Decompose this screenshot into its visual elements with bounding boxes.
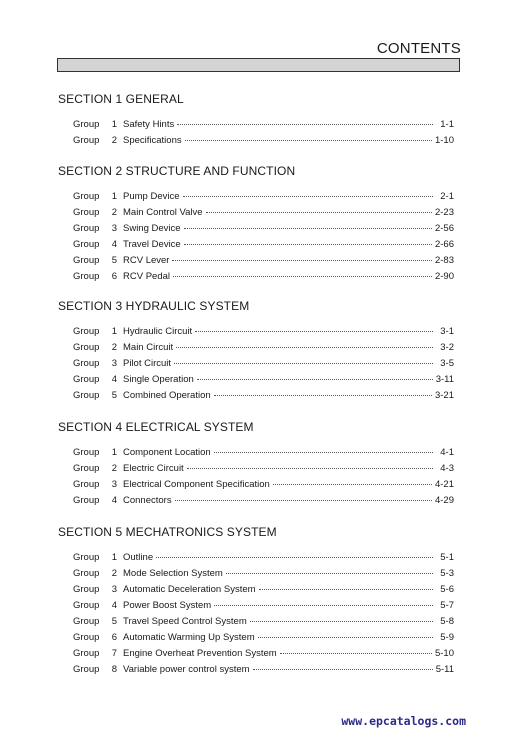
section-title: SECTION 2 STRUCTURE AND FUNCTION (58, 164, 296, 178)
group-label: Group (73, 239, 100, 250)
page-number: 2-23 (434, 207, 454, 218)
dot-leader (175, 500, 432, 501)
section-5 (58, 524, 454, 678)
entry-name: Engine Overheat Prevention System (123, 648, 277, 659)
toc-entry[interactable] (58, 189, 454, 205)
entry-name: Electrical Component Specification (123, 479, 270, 490)
group-label: Group (73, 648, 100, 659)
group-label: Group (73, 390, 100, 401)
entry-name: Swing Device (123, 223, 181, 234)
entry-name: RCV Pedal (123, 271, 170, 282)
dot-leader (174, 363, 433, 364)
group-number: 4 (111, 495, 117, 506)
group-number: 5 (111, 255, 117, 266)
group-number: 3 (111, 358, 117, 369)
toc-entry[interactable] (58, 445, 454, 461)
dot-leader (187, 468, 433, 469)
entry-name: Travel Speed Control System (123, 616, 247, 627)
toc-entry[interactable] (58, 269, 454, 285)
entry-name: Electric Circuit (123, 463, 184, 474)
group-number: 2 (111, 463, 117, 474)
dot-leader (177, 124, 433, 125)
dot-leader (195, 331, 433, 332)
group-number: 6 (111, 271, 117, 282)
entry-name: Single Operation (123, 374, 194, 385)
dot-leader (206, 212, 432, 213)
group-number: 3 (111, 584, 117, 595)
dot-leader (156, 557, 433, 558)
page-number: 5-6 (440, 584, 454, 595)
entry-name: Specifications (123, 135, 182, 146)
group-number: 4 (111, 239, 117, 250)
toc-entry[interactable] (58, 205, 454, 221)
entry-name: Outline (123, 552, 154, 563)
page-number: 5-8 (440, 616, 454, 627)
dot-leader (214, 452, 433, 453)
entry-name: Power Boost System (123, 600, 212, 611)
page-number: 2-90 (434, 271, 454, 282)
toc-entry[interactable] (58, 646, 454, 662)
section-items (58, 445, 454, 509)
toc-entry[interactable] (58, 356, 454, 372)
group-label: Group (73, 616, 100, 627)
toc-entry[interactable] (58, 324, 454, 340)
group-label: Group (73, 463, 100, 474)
toc-entry[interactable] (58, 566, 454, 582)
group-label: Group (73, 374, 100, 385)
dot-leader (258, 637, 433, 638)
page-number: 3-2 (440, 342, 454, 353)
section-4 (58, 419, 454, 509)
toc-entry[interactable] (58, 477, 454, 493)
group-label: Group (73, 223, 100, 234)
page-number: 3-5 (440, 358, 454, 369)
page-number: 1-10 (434, 135, 454, 146)
group-label: Group (73, 342, 100, 353)
entry-name: Variable power control system (123, 664, 250, 675)
entry-name: Main Circuit (123, 342, 174, 353)
entry-name: Mode Selection System (123, 568, 223, 579)
entry-name: Combined Operation (123, 390, 211, 401)
toc-entry[interactable] (58, 493, 454, 509)
group-number: 1 (111, 447, 117, 458)
section-items (58, 550, 454, 678)
toc-entry[interactable] (58, 388, 454, 404)
section-1 (58, 91, 454, 149)
group-number: 5 (111, 616, 117, 627)
group-number: 7 (111, 648, 117, 659)
page-number: 5-10 (434, 648, 454, 659)
title-bar (57, 58, 460, 72)
section-items (58, 189, 454, 285)
group-label: Group (73, 447, 100, 458)
toc-entry[interactable] (58, 117, 454, 133)
dot-leader (184, 244, 432, 245)
toc-entry[interactable] (58, 582, 454, 598)
page-number: 4-3 (440, 463, 454, 474)
group-number: 1 (111, 552, 117, 563)
section-2 (58, 163, 454, 285)
dot-leader (184, 228, 432, 229)
group-label: Group (73, 584, 100, 595)
entry-name: Connectors (123, 495, 172, 506)
toc-entry[interactable] (58, 237, 454, 253)
entry-name: Pilot Circuit (123, 358, 172, 369)
page-number: 2-1 (440, 191, 454, 202)
toc-entry[interactable] (58, 340, 454, 356)
group-number: 2 (111, 568, 117, 579)
dot-leader (226, 573, 433, 574)
entry-name: Hydraulic Circuit (123, 326, 193, 337)
page-number: 5-7 (440, 600, 454, 611)
group-number: 2 (111, 207, 117, 218)
page-number: 3-1 (440, 326, 454, 337)
section-items (58, 117, 454, 149)
group-number: 8 (111, 664, 117, 675)
group-label: Group (73, 255, 100, 266)
section-items (58, 324, 454, 404)
group-label: Group (73, 664, 100, 675)
entry-name: Automatic Warming Up System (123, 632, 255, 643)
group-label: Group (73, 632, 100, 643)
dot-leader (259, 589, 433, 590)
entry-name: Automatic Deceleration System (123, 584, 256, 595)
entry-name: Travel Device (123, 239, 181, 250)
group-number: 1 (111, 191, 117, 202)
toc-entry[interactable] (58, 221, 454, 237)
page-number: 1-1 (440, 119, 454, 130)
section-title: SECTION 5 MECHATRONICS SYSTEM (58, 525, 277, 539)
page-title: CONTENTS (376, 40, 461, 57)
dot-leader (172, 260, 432, 261)
entry-name: RCV Lever (123, 255, 170, 266)
section-title: SECTION 3 HYDRAULIC SYSTEM (58, 299, 250, 313)
group-number: 1 (111, 119, 117, 130)
page-number: 2-66 (434, 239, 454, 250)
entry-name: Safety Hints (123, 119, 175, 130)
dot-leader (185, 140, 432, 141)
page-number: 2-83 (434, 255, 454, 266)
toc-entry[interactable] (58, 133, 454, 149)
dot-leader (214, 605, 433, 606)
group-number: 3 (111, 223, 117, 234)
page-number: 4-29 (434, 495, 454, 506)
group-label: Group (73, 135, 100, 146)
group-label: Group (73, 271, 100, 282)
group-label: Group (73, 207, 100, 218)
page-number: 5-3 (440, 568, 454, 579)
toc-entry[interactable] (58, 630, 454, 646)
page-number: 5-11 (435, 664, 454, 675)
page-number: 3-21 (434, 390, 454, 401)
dot-leader (214, 395, 432, 396)
section-title: SECTION 1 GENERAL (58, 92, 184, 106)
dot-leader (250, 621, 433, 622)
dot-leader (280, 653, 432, 654)
section-3 (58, 298, 454, 404)
page-number: 5-9 (440, 632, 454, 643)
group-label: Group (73, 552, 100, 563)
group-label: Group (73, 479, 100, 490)
group-label: Group (73, 600, 100, 611)
entry-name: Component Location (123, 447, 211, 458)
toc-entry[interactable] (58, 662, 454, 678)
group-label: Group (73, 119, 100, 130)
page-number: 4-1 (440, 447, 454, 458)
group-number: 5 (111, 390, 117, 401)
group-number: 2 (111, 135, 117, 146)
group-label: Group (73, 191, 100, 202)
group-number: 6 (111, 632, 117, 643)
dot-leader (176, 347, 433, 348)
group-number: 1 (111, 326, 117, 337)
dot-leader (173, 276, 432, 277)
dot-leader (197, 379, 433, 380)
toc-entry[interactable] (58, 550, 454, 566)
page-number: 3-11 (435, 374, 454, 385)
group-label: Group (73, 358, 100, 369)
entry-name: Pump Device (123, 191, 180, 202)
dot-leader (253, 669, 433, 670)
toc-entry[interactable] (58, 372, 454, 388)
page-number: 2-56 (434, 223, 454, 234)
group-number: 2 (111, 342, 117, 353)
page-number: 4-21 (434, 479, 454, 490)
toc-entry[interactable] (58, 253, 454, 269)
dot-leader (273, 484, 432, 485)
group-label: Group (73, 326, 100, 337)
toc-entry[interactable] (58, 598, 454, 614)
group-label: Group (73, 568, 100, 579)
dot-leader (183, 196, 434, 197)
toc-entry[interactable] (58, 461, 454, 477)
toc-entry[interactable] (58, 614, 454, 630)
group-number: 4 (111, 600, 117, 611)
group-number: 4 (111, 374, 117, 385)
watermark-link[interactable]: www.epcatalogs.com (341, 714, 466, 728)
group-number: 3 (111, 479, 117, 490)
group-label: Group (73, 495, 100, 506)
entry-name: Main Control Valve (123, 207, 203, 218)
page-number: 5-1 (440, 552, 454, 563)
section-title: SECTION 4 ELECTRICAL SYSTEM (58, 420, 254, 434)
